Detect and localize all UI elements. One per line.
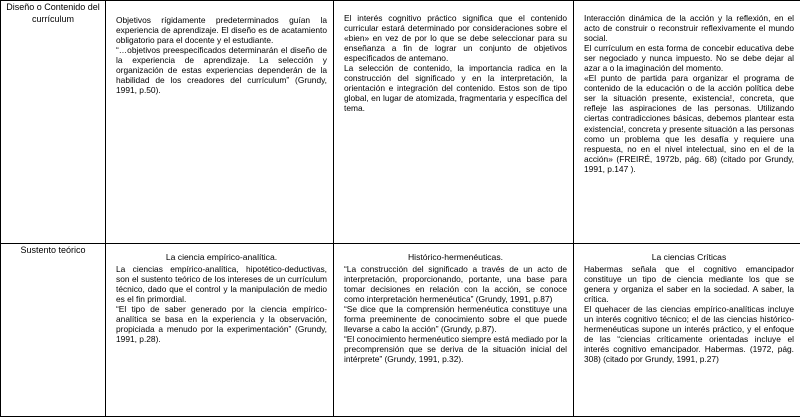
- cell-technical-theory: [106, 244, 334, 417]
- paragraph: El currículum en esta forma de concebir educativa debe ser negociado y nunca impuesto. No se debe dejar al azar a o la imaginación del momento.: [584, 43, 794, 73]
- cell-practical-theory: [334, 244, 574, 417]
- quote-paragraph: “El tipo de saber generado por la ciencia empírico-analítica se basa en la experiencia y la observación, propiciada a menudo por la experimentación” (Grundy, 1991, p.28).: [116, 304, 327, 344]
- row-label-content: Diseño o Contenido del currículum: [1, 1, 106, 244]
- column-heading: Histórico-hermenéuticas.: [344, 252, 567, 262]
- column-heading: La ciencias Críticas: [584, 252, 794, 262]
- cell-critical-content: [574, 1, 800, 244]
- quote-paragraph: “La construcción del significado a través de un acto de interpretación, proporcionando, portante, una base para tomar decisiones en relación con la acción, se conoce como interpretación hermenéutica” (Grundy, 1991, p.87): [344, 264, 567, 304]
- paragraph: Objetivos rígidamente predeterminados guían la experiencia de aprendizaje. El diseño es de acatamiento obligatorio para el docente y el estudiante.: [116, 15, 327, 45]
- table-row-theory: [1, 244, 800, 417]
- paragraph: El quehacer de las ciencias empírico-analíticas incluye un interés cognitivo técnico; el de las ciencias histórico-hermenéuticas supone un interés práctico, y el enfoque de las “ciencias críticamente orientadas incluye el interés cognitivo emancipador. Habermas. (1972, pág. 308) (citado por Grundy, 1991, p.27): [584, 304, 794, 364]
- quote-paragraph: “…objetivos preespecificados determinarán el diseño de la experiencia de aprendizaje. La selección y organización de estas experiencias dependerán de la habilidad de los creadores del currículum” (Grundy, 1991, p.50).: [116, 45, 327, 95]
- paragraph: La ciencias empírico-analítica, hipotético-deductivas, son el sustento teórico de los intereses de un currículum técnico, dado que el control y la manipulación de medio es el fin primordial.: [116, 264, 327, 304]
- quote-paragraph: «El punto de partida para organizar el programa de contenido de la educación o de la acción política debe ser la situación presente, existencia!, concreta, que refleje las aspiraciones de las personas. Utilizando ciertas contradicciones básicas, debemos plantear esta existencia!, concreta y presente situación a las personas como un problema que les desafía y requiere una respuesta, no en el nivel intelectual, sino en el de la acción» (FREIRÉ, 1972b, pág. 68) (citado por Grundy, 1991, p.147 ).: [584, 73, 794, 173]
- paragraph: Interacción dinámica de la acción y la reflexión, en el acto de construir o reconstruir reflexivamente el mundo social.: [584, 13, 794, 43]
- quote-paragraph: “Se dice que la comprensión hermenéutica constituye una forma preeminente de conocimiento sobre el que puede llevarse a cabo la acción” (Grundy, p.87).: [344, 304, 567, 334]
- table-row-content: [1, 1, 800, 244]
- quote-paragraph: “El conocimiento hermenéutico siempre está mediado por la precomprensión que se deriva de la situación inicial del intérprete” (Grundy, 1991, p.32).: [344, 334, 567, 364]
- paragraph: La selección de contenido, la importancia radica en la construcción del significado y en la interpretación, la orientación e integración del contenido. Estos son de tipo global, en lugar de atomizada, fragmentaria y específica del tema.: [344, 63, 567, 113]
- cell-practical-content: [334, 1, 574, 244]
- cell-critical-theory: [574, 244, 800, 417]
- cell-technical-content: [106, 1, 334, 244]
- column-heading: La ciencia empírico-analítica.: [116, 252, 327, 262]
- paragraph: El interés cognitivo práctico significa que el contenido curricular estará determinado por consideraciones sobre el «bien» en vez de por lo que se debe seleccionar para su enseñanza a fin de lograr un conjunto de objetivos especificados de antemano.: [344, 13, 567, 63]
- row-label-theory: Sustento teórico: [1, 244, 106, 417]
- paragraph: Habermas señala que el cognitivo emancipador constituye un tipo de ciencia mediante los que se genera y organiza el saber en la sociedad. A saber, la crítica.: [584, 264, 794, 304]
